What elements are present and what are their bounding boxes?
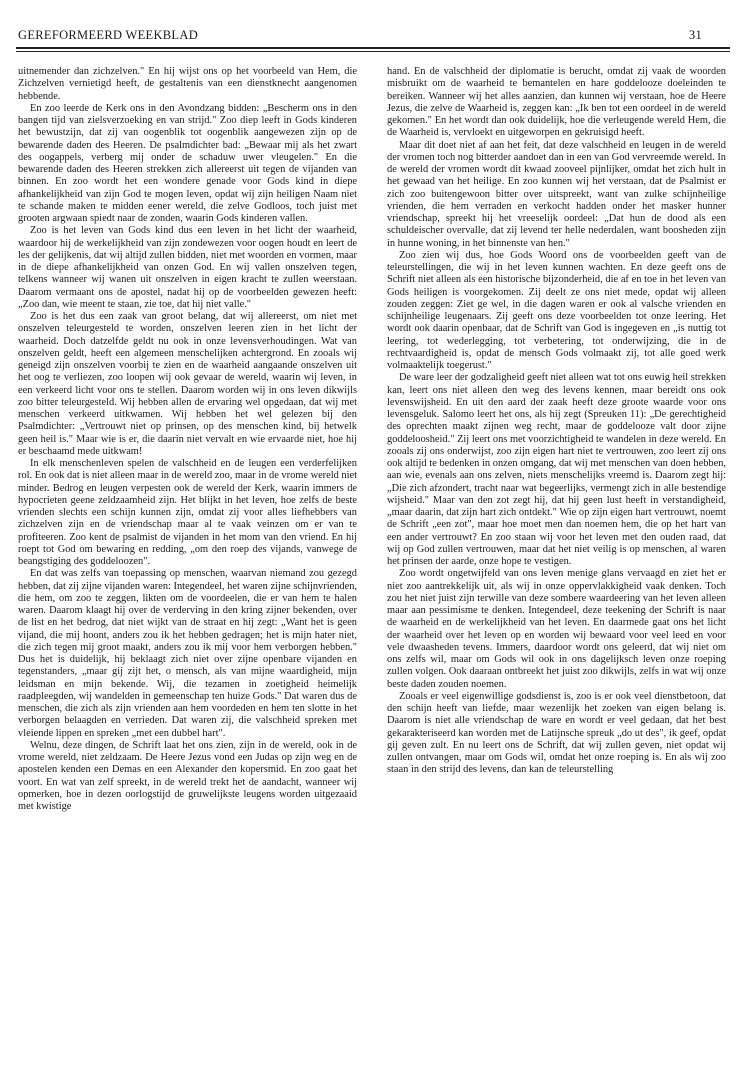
paragraph: Zoo is het leven van Gods kind dus een leven in het licht der waarheid, waardoor hij de werkelijkheid van zijn zondewezen voor oogen houdt en leert de les der gelijkenis, dat wij altijd zullen bidden, niet met woorden en vormen, maar in de diepe afhankelijkheid van onzen God. En wij vallen onszelven tegen, telkens wanneer wij wanen uit onszelven in eigen kracht te zullen weerstaan. Daarom vermaant ons de apostel, nadat hij op de voorbeelden gewezen heeft: „Zoo dan, wie meent te staan, zie toe, dat hij niet valle." (18, 225, 357, 310)
paragraph: uitnemender dan zichzelven." En hij wijst ons op het voorbeeld van Hem, die Zichzelven vernietigd heeft, de gestaltenis van een dienstknecht aangenomen hebbende. (18, 66, 357, 102)
running-header (18, 28, 722, 48)
right-column (387, 66, 726, 1056)
paragraph: Welnu, deze dingen, de Schrift laat het ons zien, zijn in de wereld, ook in de vrome wereld, niet zeldzaam. De Heere Jezus vond een Judas op zijn weg en de apostelen kenden een Demas en een Alexander den kopersmid. En zoo gaat het voort. En wat van zelf spreekt, in de wereld trekt het de aandacht, wanneer wij opmerken, hoe in dezen oorlogstijd de gruwelijkste leugens worden uitgezaaid met kwistige (18, 739, 357, 812)
paragraph: Zooals er veel eigenwillige godsdienst is, zoo is er ook veel dienstbetoon, dat den schijn heeft van liefde, maar wezenlijk het zoeken van eigen belang is. Daarom is niet alle vriendschap de ware en wordt er veel gedaan, dat het best gekarakteriseerd kan worden met de Latijnsche spreuk „do ut des", ik geef, opdat gij geven zult. En nu leert ons de Schrift, dat wij zullen geven, niet opdat wij zullen ontvangen, maar om Gods wil, omdat het onze roeping is. En als wij zoo staan in den strijd des levens, dan kan de teleurstelling (387, 690, 726, 776)
left-column (18, 66, 357, 1056)
header-rule-thick (16, 47, 730, 49)
paragraph: En dat was zelfs van toepassing op menschen, waarvan niemand zou gezegd hebben, dat zij zijne vijanden waren: Integendeel, het waren zijne schijnvrienden, die hem, om zoo te zeggen, likten om de voordeelen, die er van hem te halen waren. Daarom klaagt hij over de verderving in den kring zijner bekenden, over de list en het bedrog, dat niet wijkt van de straat en hij zegt: „Want het is geen vijand, die mij hoont, anders zou ik het hebben gedragen; het is mijn hater niet, die zich tegen mij groot maakt, anders zou ik mij voor hem verborgen hebben." Dus het is duidelijk, hij beklaagt zich niet over zijne openbare vijanden en tegenstanders, „maar gij zijt het, o mensch, als van mijne waardigheid, mijn leidsman en mijn bekende. Wij, die tezamen in zoetigheid heimelijk raadpleegden, wij wandelden in gemeenschap ten huize Gods." Dat waren dus de menschen, die zich als zijn vrienden aan hem voordeden en hem ten slotte in het verborgen belaagden en verrieden. Dat waren zij, die valschheid spreken met vleiende lippen en spreken „met een dubbel hart". (18, 568, 357, 739)
text-columns (18, 66, 726, 1056)
paragraph: Zoo wordt ongetwijfeld van ons leven menige glans vervaagd en ziet het er niet zoo aantrekkelijk uit, als wij in onze oppervlakkigheid vaak denken. Toch zou het niet juist zijn terwille van deze sombere waardeering van het leven alleen maar aan pessimisme te denken. Integendeel, deze teekening der Schrift is naar de waarheid en de werkelijkheid van het leven. En daarmede gaat ons het licht der waarheid over het leven op en worden wij bewaard voor veel leed en voor vele dwaasheden tevens. Immers, daardoor wordt ons geleerd, dat wij niet om ons zelfs wil, maar om Gods wil ook in ons dagelijksch leven onze roeping zullen volgen. Ook daaraan ontbreekt het juist zoo dikwijls, zelfs in wat wij onze beste daden zouden noemen. (387, 568, 726, 690)
paragraph: Zoo zien wij dus, hoe Gods Woord ons de voorbeelden geeft van de teleurstellingen, die wij in het leven kunnen wachten. En deze geeft ons de Schrift niet alleen als een historische bijzonderheid, die af en toe in het leven van Gods heiligen is voorgekomen. Zij deelt ze ons niet mede, opdat wij alleen zouden zeggen: Ziet ge wel, in die dagen waren er ook al valsche vrienden en schijnheilige leugenaars. Zij geeft ons deze voorbeelden tot onze leering. Het wordt ook daarin openbaar, dat de Schrift van God is ingegeven en „is nuttig tot leering, tot wederlegging, tot verbetering, tot onderwijzing, die in de rechtvaardigheid is, opdat de mensch Gods volmaakt zij, tot alle goed werk volmaaktelijk toegerust." (387, 249, 726, 371)
paragraph: Maar dit doet niet af aan het feit, dat deze valschheid en leugen in de wereld der vromen toch nog bitterder aandoet dan in een van God vervreemde wereld. In de wereld der vromen wordt dit kwaad zooveel pijnlijker, omdat het zich hult in het gewaad van het heilige. En zoo kunnen wij het verstaan, dat de Psalmist er zich zoo buitengewoon bitter over uitspreekt, want van zulke schijnheilige vrienden, die hem verraden en verkocht hadden onder het masker hunner vriendschap, spreekt hij het vreeselijk oordeel: „Dat hun de dood als een schuldeischer overvalle, dat zij levend ter helle nederdalen, want boosheden zijn in hunne woning, in het binnenste van hen." (387, 139, 726, 249)
paragraph: In elk menschenleven spelen de valschheid en de leugen een verderfelijken rol. En ook dat is niet alleen maar in de wereld zoo, maar in de vrome wereld niet minder. Bedrog en leugen verpesten ook de wereld der Kerk, waarin immers de hypocrieten geene zeldzaamheid zijn. Het blijkt in het leven, hoe zelfs de beste vrienden slechts een schijn kunnen zijn, omdat zij voor alles liefhebbers van zichzelven zijn en de vriendschap maar al te vaak veinzen om er van te profiteeren. Zoo kent de psalmist de vijanden in het mom van den vriend. En hij roept tot God om bewaring en redding, „om den roep des vijands, vanwege de beangstiging des goddeloozen". (18, 458, 357, 567)
paragraph: De ware leer der godzaligheid geeft niet alleen wat tot ons euwig heil strekken kan, leert ons niet alleen den weg des levens kennen, maar bereidt ons ook levenswijsheid. En uit den aard der zaak heeft deze groote waarde voor ons levensgeluk. Salomo leert het ons, als hij zegt (Spreuken 11): „De gerechtigheid des oprechten maakt zijnen weg recht, maar de goddelooze valt door zijne goddeloosheid." Zij leert ons met voorzichtigheid te wandelen in deze wereld. En zooals zij ons onderwijst, zoo zijn eigen hart niet te vertrouwen, zoo leert zij ons ook altijd te bedenken in onzen omgang, dat wij met menschen van doen hebben, aan wie, evenals aan ons zelven, niets menschelijks vreemd is. Daarom zegt hij: „Die zich afzondert, tracht naar wat begeerlijks, vermengt zich in alle bestendige wijsheid." Maar van den zot zegt hij, dat hij geen lust heeft in verstandigheid, „maar daarin, dat zijn hart zich ontdekt." Wie op zijn eigen hart vertrouwt, noemt de Schrift „een zot", maar hoe moet men dan noemen hem, die op het hart van een ander vertrouwt? En zoo staan wij voor het leven met den ouden raad, dat wij op God zullen vertrouwen, maar dat het niet veilig is op menschen, al waren het prinsen der aarde, onze hope te vestigen. (387, 372, 726, 567)
publication-title: GEREFORMEERD WEEKBLAD (18, 28, 199, 42)
page-number: 31 (688, 28, 702, 42)
paragraph: Zoo is het dus een zaak van groot belang, dat wij allereerst, om niet met onszelven teleurgesteld te worden, onszelven leeren zien in het licht der waarheid. Doch datzelfde geldt nu ook in onze levensverhoudingen. Wat van onszelven geldt, heeft een algemeen menschelijken achtergrond. En zooals wij geneigd zijn onszelven voorbij te zien en de waarheid aangaande onszelven uit het oog te verliezen, zoo loopen wij ook gevaar de wereld, waarin wij leven, in een verkeerd licht voor ons te stellen. Daarom worden wij in ons leven dikwijls zoo bitter teleurgesteld. Wij hebben allen de ervaring wel opgedaan, dat wij met menschen verkeerd uitkwamen. Wij hebben het wel gelezen bij den Psalmdichter: „Vertrouwt niet op prinsen, op des menschen kind, bij hetwelk geen heil is." Maar wie is er, die daarin niet vervalt en wie ervaarde niet, hoe hij er beschaamd mede uitkwam! (18, 311, 357, 457)
header-rule-thin (16, 51, 730, 52)
paragraph: hand. En de valschheid der diplomatie is berucht, omdat zij vaak de woorden misbruikt om de waarheid te bemantelen en hare goddelooze doeleinden te bereiken. Wanneer wij het alles aanzien, dan kunnen wij verstaan, hoe de Heere Jezus, die zelve de Waarheid is, zeggen kan: „Ik ben tot een oordeel in de wereld gekomen." En het wordt dan ook duidelijk, hoe die verleugende wereld Hem, die de Waarheid is, vervloekt en uitgeworpen en gekruisigd heeft. (387, 66, 726, 139)
paragraph: En zoo leerde de Kerk ons in den Avondzang bidden: „Bescherm ons in den bangen tijd van zielsverzoeking en van strijd." Zoo diep leeft in Gods kinderen het bewustzijn, dat zij van oogenblik tot oogenblik aangewezen zijn op de bewarende daden des Heeren. De psalmdichter bad: „Bewaar mij als het zwart des oogappels, verberg mij onder de schaduw uwer vleugelen." En die bewarende daden des Heeren strekken zich allereerst uit tegen de vijanden van binnen. En zoo wordt het een wondere genade voor Gods kind in diepe afhankelijkheid van zijn God te mogen leven, opdat wij zijn heiligen Naam niet te schande maken te midden eener wereld, die zelve Godloos, toch juist met grooten argwaan spiedt naar de zonden, waarin Gods kinderen vallen. (18, 102, 357, 224)
